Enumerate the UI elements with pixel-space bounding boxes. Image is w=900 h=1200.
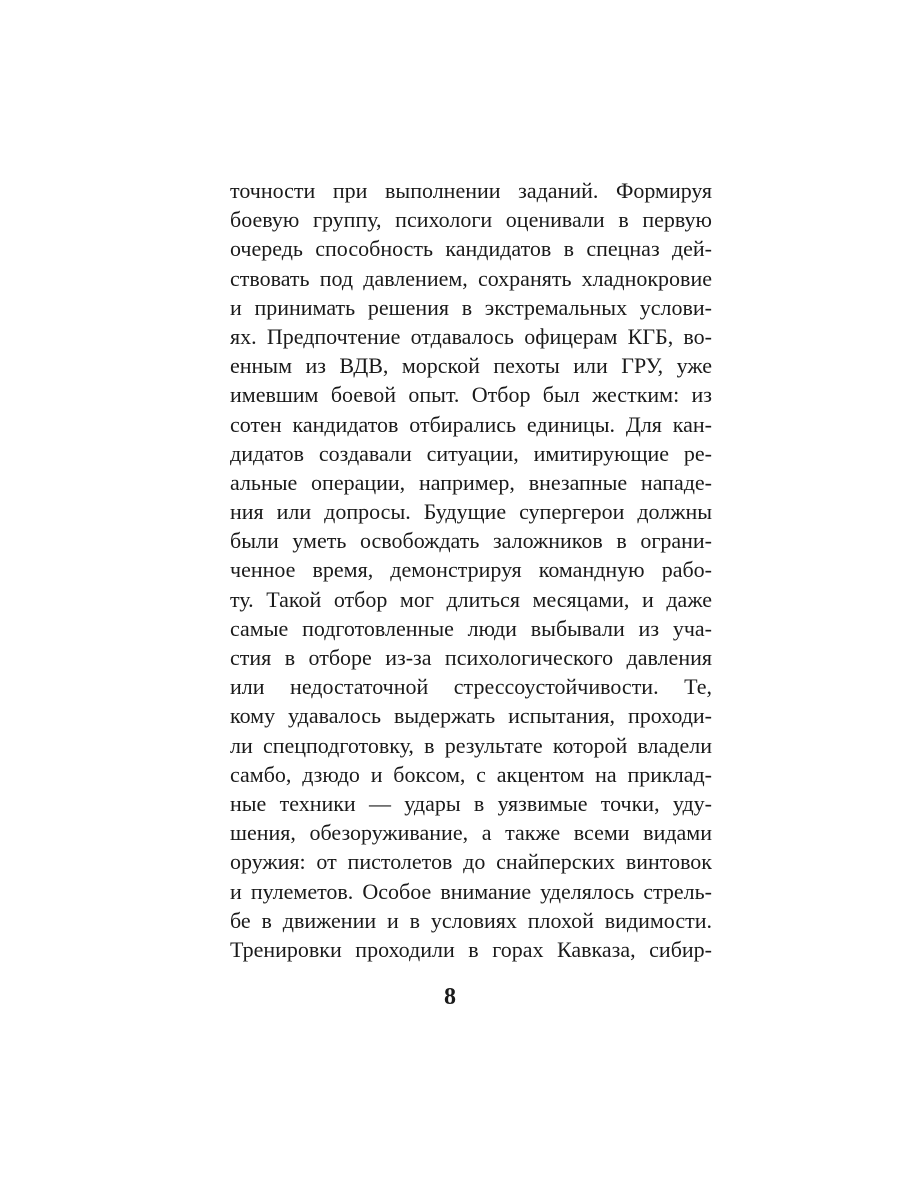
text-line: кому удавалось выдержать испытания, проходи- xyxy=(230,703,712,729)
body-text xyxy=(230,176,712,964)
text-line: боевую группу, психологи оценивали в первую xyxy=(230,207,712,233)
text-line: оружия: от пистолетов до снайперских винтовок xyxy=(230,849,712,875)
text-line: Тренировки проходили в горах Кавказа, сибир- xyxy=(230,936,712,962)
text-line: ния или допросы. Будущие супергерои должны xyxy=(230,499,712,525)
text-line: и пулеметов. Особое внимание уделялось стрель- xyxy=(230,878,712,904)
text-line: дидатов создавали ситуации, имитирующие ре- xyxy=(230,440,712,466)
text-line: бе в движении и в условиях плохой видимости. xyxy=(230,907,712,933)
text-line: ные техники — удары в уязвимые точки, уду- xyxy=(230,790,712,816)
text-line: самые подготовленные люди выбывали из уча- xyxy=(230,615,712,641)
text-line: енным из ВДВ, морской пехоты или ГРУ, уже xyxy=(230,353,712,379)
text-line: ли спецподготовку, в результате которой владели xyxy=(230,732,712,758)
text-line: сотен кандидатов отбирались единицы. Для кан- xyxy=(230,411,712,437)
text-line: шения, обезоруживание, а также всеми видами xyxy=(230,820,712,846)
text-line: ях. Предпочтение отдавалось офицерам КГБ, во- xyxy=(230,323,712,349)
text-line: ту. Такой отбор мог длиться месяцами, и даже xyxy=(230,586,712,612)
text-line: стия в отборе из-за психологического давления xyxy=(230,645,712,670)
text-line: альные операции, например, внезапные нападе- xyxy=(230,469,712,495)
text-line: очередь способность кандидатов в спецназ дей- xyxy=(230,236,712,262)
text-line: ченное время, демонстрируя командную рабо- xyxy=(230,557,712,583)
text-line: и принимать решения в экстремальных услови- xyxy=(230,294,712,320)
text-line: или недостаточной стрессоустойчивости. Те, xyxy=(230,674,712,700)
text-line: точности при выполнении заданий. Формируя xyxy=(230,178,712,203)
text-line: ствовать под давлением, сохранять хладнокровие xyxy=(230,265,712,291)
text-line: были уметь освобождать заложников в ограни- xyxy=(230,528,712,554)
page-number: 8 xyxy=(444,984,456,1010)
text-line: самбо, дзюдо и боксом, с акцентом на приклад- xyxy=(230,761,712,787)
text-line: имевшим боевой опыт. Отбор был жестким: из xyxy=(230,382,712,408)
